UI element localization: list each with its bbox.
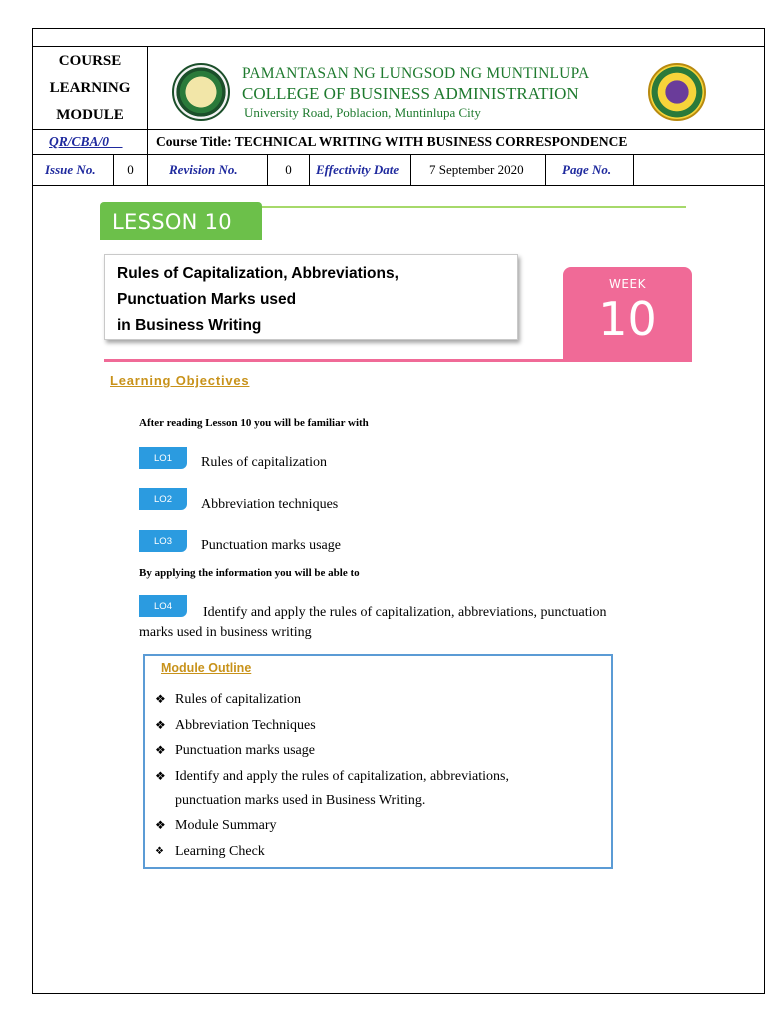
module-outline-title: Module Outline <box>161 661 252 675</box>
objectives-intro-2: By applying the information you will be able to <box>139 567 360 579</box>
module-line-3: MODULE <box>56 106 124 123</box>
lesson-divider <box>262 206 686 208</box>
document-info-row <box>32 154 765 186</box>
lesson-title-line-2: Punctuation Marks used <box>117 291 297 308</box>
diamond-bullet-icon: ❖ <box>155 846 164 857</box>
lesson-title-box <box>104 254 518 340</box>
college-address: University Road, Poblacion, Muntinlupa City <box>244 105 481 120</box>
course-title: Course Title: TECHNICAL WRITING WITH BUSINESS CORRESPONDENCE <box>147 129 765 155</box>
page-label: Page No. <box>545 154 634 186</box>
university-header <box>147 46 765 130</box>
effectivity-value: 7 September 2020 <box>410 154 546 186</box>
outline-item-continuation: punctuation marks used in Business Writing. <box>175 793 426 808</box>
lo1-badge: LO1 <box>139 447 187 469</box>
page-value <box>633 154 765 186</box>
outline-item: ❖ Punctuation marks usage <box>155 743 315 758</box>
diamond-bullet-icon: ❖ <box>155 743 166 757</box>
issue-label: Issue No. <box>32 154 114 186</box>
week-label: WEEK <box>609 277 646 291</box>
pink-divider <box>104 359 692 362</box>
college-name: COLLEGE OF BUSINESS ADMINISTRATION <box>242 84 579 103</box>
lesson-label: LESSON 10 <box>112 210 232 234</box>
outline-item: ❖ Learning Check <box>155 844 265 859</box>
revision-label: Revision No. <box>147 154 268 186</box>
outline-item: ❖ Identify and apply the rules of capitalization, abbreviations, <box>155 769 509 784</box>
course-title-row <box>32 129 765 155</box>
lesson-title-line-3: in Business Writing <box>117 317 262 334</box>
lesson-title <box>117 261 399 339</box>
outline-item: ❖ Abbreviation Techniques <box>155 718 316 733</box>
diamond-bullet-icon: ❖ <box>155 818 166 832</box>
module-line-2: LEARNING <box>49 79 131 96</box>
diamond-bullet-icon: ❖ <box>155 769 166 783</box>
diamond-bullet-icon: ❖ <box>155 718 166 732</box>
lo2-badge: LO2 <box>139 488 187 510</box>
module-line-1: COURSE <box>58 52 122 69</box>
week-badge <box>563 267 692 362</box>
lo1-text: Rules of capitalization <box>201 455 327 470</box>
effectivity-label: Effectivity Date <box>309 154 411 186</box>
issue-value: 0 <box>113 154 148 186</box>
module-outline-box <box>143 654 613 869</box>
lo2-text: Abbreviation techniques <box>201 497 339 512</box>
lo4-text-line-1: Identify and apply the rules of capitalization, abbreviations, punctuation <box>203 605 607 620</box>
revision-value: 0 <box>267 154 310 186</box>
lesson-title-line-1: Rules of Capitalization, Abbreviations, <box>117 265 399 282</box>
lo3-badge: LO3 <box>139 530 187 552</box>
document-code: QR/CBA/0__ <box>32 129 148 155</box>
outline-item: ❖ Rules of capitalization <box>155 692 301 707</box>
objectives-intro: After reading Lesson 10 you will be familiar with <box>139 417 369 429</box>
lo4-badge: LO4 <box>139 595 187 617</box>
university-seal-logo <box>172 63 230 121</box>
outline-item: ❖ Module Summary <box>155 818 277 833</box>
college-seal-logo <box>648 63 706 121</box>
week-number: 10 <box>598 292 657 346</box>
learning-objectives-heading: Learning Objectives <box>110 373 250 388</box>
diamond-bullet-icon: ❖ <box>155 692 166 706</box>
university-name: PAMANTASAN NG LUNGSOD NG MUNTINLUPA <box>242 65 590 82</box>
lo3-text: Punctuation marks usage <box>201 538 341 553</box>
course-learning-module-box <box>32 46 148 130</box>
lo4-text-line-2: marks used in business writing <box>139 625 312 640</box>
